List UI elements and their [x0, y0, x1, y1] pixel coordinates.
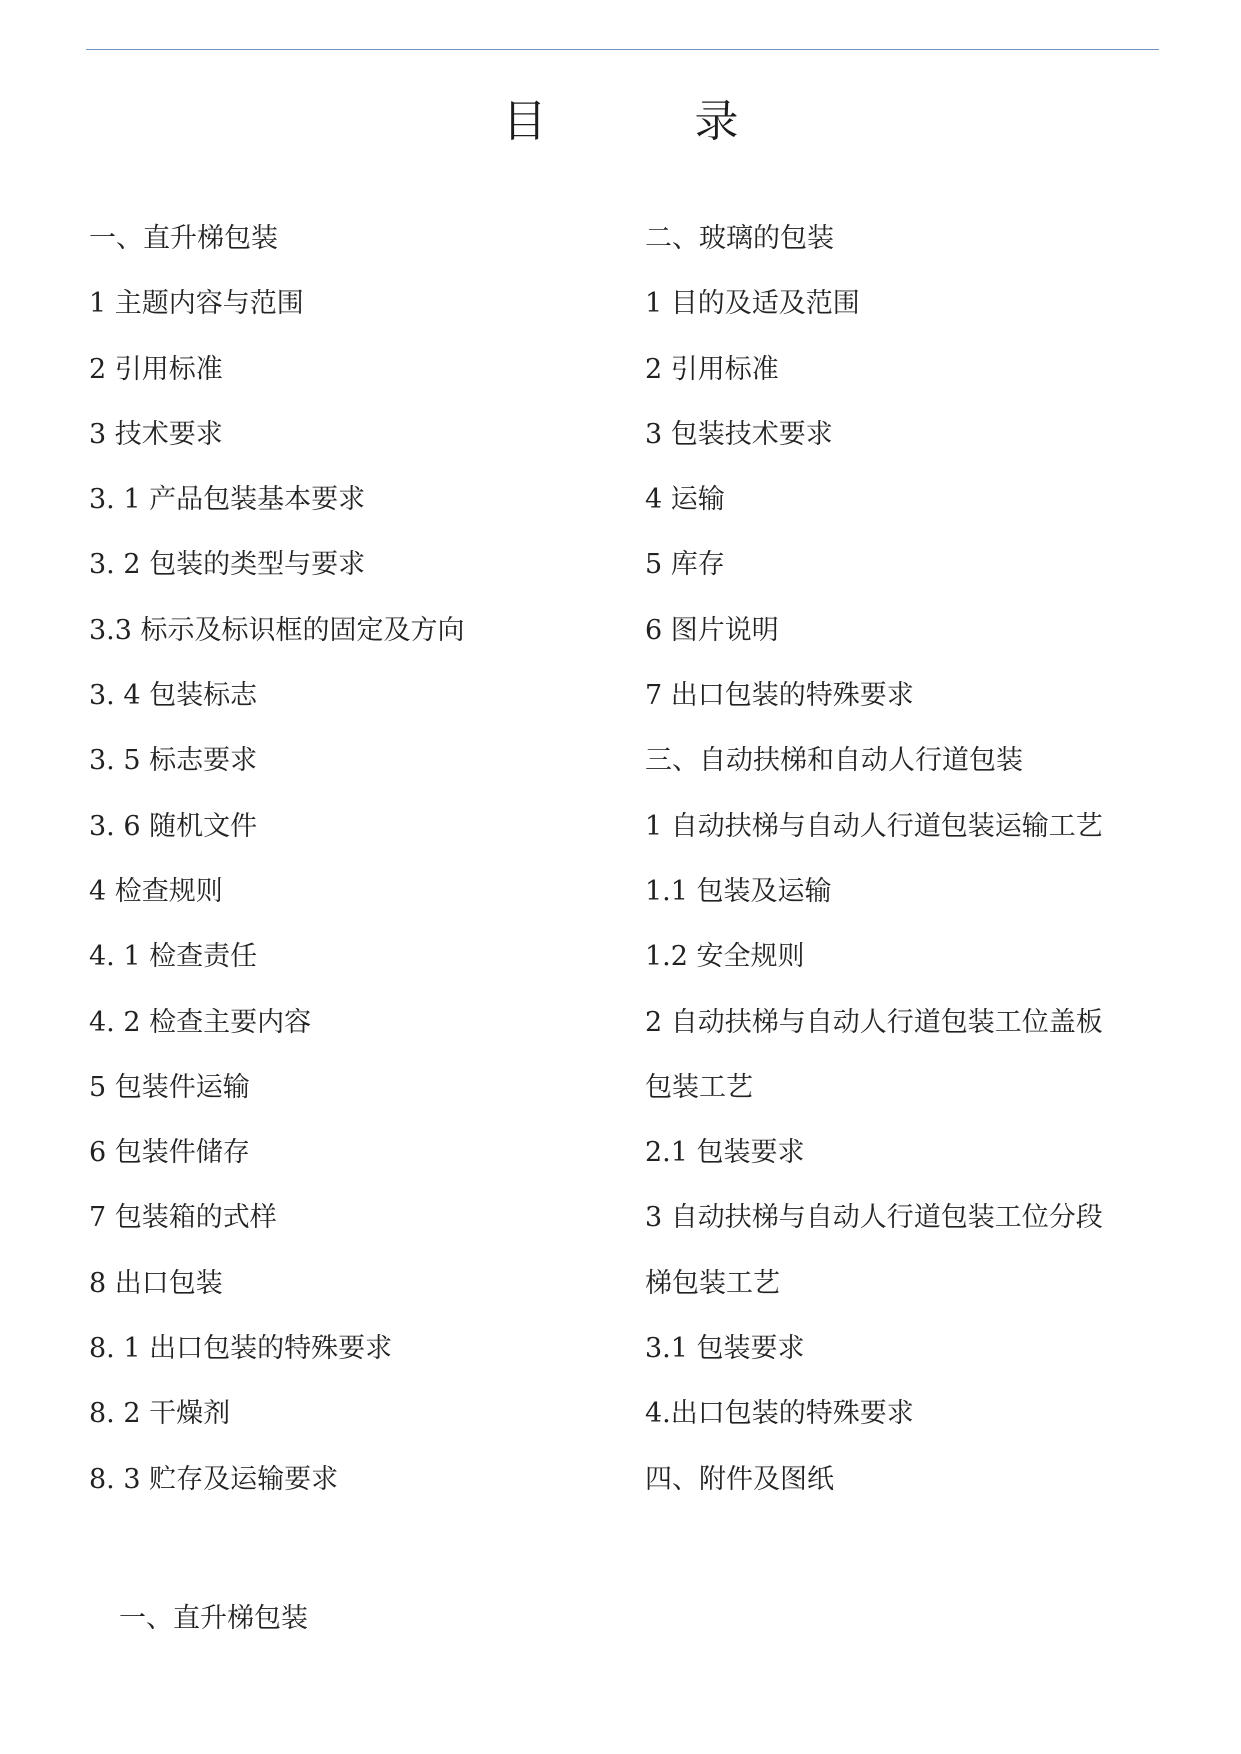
- toc-entry[interactable]: 二、玻璃的包装: [645, 223, 834, 254]
- toc-entry[interactable]: 3. 4 包装标志: [89, 680, 258, 712]
- toc-entry[interactable]: 7 出口包装的特殊要求: [645, 680, 914, 712]
- toc-entry[interactable]: 3. 2 包装的类型与要求: [89, 549, 366, 581]
- toc-entry[interactable]: 1.1 包装及运输: [645, 875, 832, 907]
- toc-entry[interactable]: 8. 1 出口包装的特殊要求: [89, 1333, 393, 1365]
- toc-entry[interactable]: 3 包装技术要求: [645, 418, 833, 450]
- toc-entry[interactable]: 2 引用标准: [645, 353, 779, 385]
- toc-entry[interactable]: 4 检查规则: [89, 875, 223, 907]
- toc-entry-continuation[interactable]: 包装工艺: [645, 1071, 753, 1103]
- toc-entry[interactable]: 2 引用标准: [89, 353, 223, 385]
- toc-entry[interactable]: 1 自动扶梯与自动人行道包装运输工艺: [645, 810, 1103, 842]
- toc-entry[interactable]: 2 自动扶梯与自动人行道包装工位盖板: [645, 1006, 1103, 1038]
- toc-entry[interactable]: 5 包装件运输: [89, 1071, 250, 1103]
- section-heading: 一、直升梯包装: [119, 1603, 308, 1634]
- toc-entry[interactable]: 4. 2 检查主要内容: [89, 1006, 312, 1038]
- toc-entry[interactable]: 三、自动扶梯和自动人行道包装: [645, 745, 1023, 777]
- toc-entry[interactable]: 5 库存: [645, 549, 725, 581]
- toc-entry[interactable]: 1 目的及适及范围: [645, 288, 860, 320]
- toc-entry[interactable]: 3.3 标示及标识框的固定及方向: [89, 614, 465, 646]
- toc-entry[interactable]: 8. 3 贮存及运输要求: [89, 1463, 339, 1495]
- toc-entry[interactable]: 1.2 安全规则: [645, 941, 805, 973]
- toc-entry[interactable]: 四、附件及图纸: [645, 1463, 834, 1495]
- toc-entry-continuation[interactable]: 梯包装工艺: [645, 1267, 780, 1299]
- toc-entry[interactable]: 4. 1 检查责任: [89, 941, 258, 973]
- toc-entry[interactable]: 3 技术要求: [89, 418, 223, 450]
- toc-entry[interactable]: 4 运输: [645, 484, 725, 516]
- toc-entry[interactable]: 4.出口包装的特殊要求: [645, 1398, 914, 1430]
- toc-entry[interactable]: 2.1 包装要求: [645, 1137, 805, 1169]
- toc-entry[interactable]: 6 图片说明: [645, 614, 779, 646]
- toc-entry[interactable]: 3. 5 标志要求: [89, 745, 258, 777]
- toc-entry[interactable]: 3.1 包装要求: [645, 1333, 805, 1365]
- toc-entry[interactable]: 8 出口包装: [89, 1267, 223, 1299]
- toc-left-column: [89, 224, 609, 1530]
- toc-entry[interactable]: 6 包装件储存: [89, 1137, 250, 1169]
- header-rule: [86, 49, 1159, 50]
- toc-entry[interactable]: 3 自动扶梯与自动人行道包装工位分段: [645, 1202, 1103, 1234]
- page-title: 目 录: [502, 96, 791, 147]
- toc-entry[interactable]: 3. 1 产品包装基本要求: [89, 484, 366, 516]
- toc-entry[interactable]: 1 主题内容与范围: [89, 288, 304, 320]
- toc-entry[interactable]: 3. 6 随机文件: [89, 810, 258, 842]
- toc-right-column: [645, 224, 1165, 1530]
- toc-entry[interactable]: 8. 2 干燥剂: [89, 1398, 231, 1430]
- toc-entry[interactable]: 一、直升梯包装: [89, 223, 278, 254]
- toc-entry[interactable]: 7 包装箱的式样: [89, 1202, 277, 1234]
